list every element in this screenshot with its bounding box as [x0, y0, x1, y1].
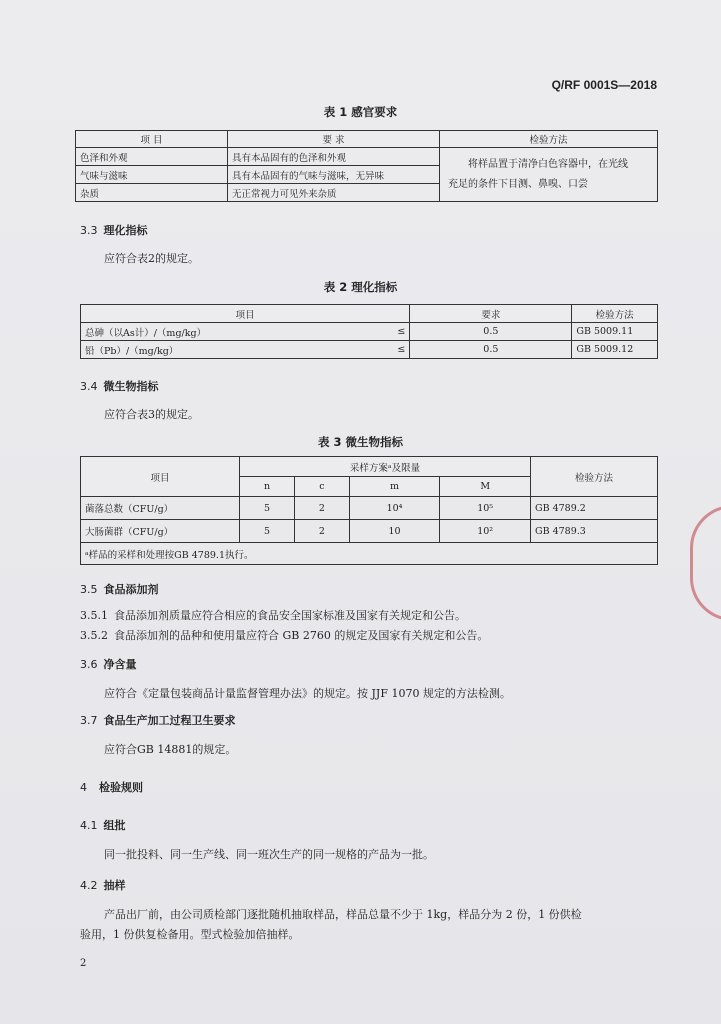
table1 [75, 130, 658, 202]
section-number: 3.6 [80, 658, 98, 671]
item-text: 食品添加剂质量应符合相应的食品安全国家标准及国家有关规定和公告。 [114, 609, 466, 622]
section-title: 净含量 [103, 658, 137, 671]
table2 [80, 304, 658, 359]
table1-header-requirement: 要 求 [228, 131, 440, 148]
table1-caption: 表 1 感官要求 [323, 105, 398, 119]
table3-subheader-n: n [240, 477, 295, 497]
table2-cell: 总砷（以As计）/（mg/kg） [81, 323, 386, 341]
page-number: 2 [80, 958, 87, 969]
table-row [81, 520, 658, 543]
section-number: 3.7 [80, 714, 98, 727]
section-number: 4.2 [80, 879, 98, 892]
section-3-6-text: 应符合《定量包装商品计量监督管理办法》的规定。按 JJF 1070 规定的方法检测。 [104, 687, 511, 700]
section-number: 3.4 [80, 380, 98, 393]
table2-header-method: 检验方法 [572, 305, 658, 323]
section-3-6-heading [80, 656, 137, 672]
section-4-1-heading [80, 817, 126, 833]
table-row [76, 148, 658, 166]
table1-cell: 杂质 [76, 184, 228, 202]
table3-subheader-M: M [440, 477, 531, 497]
table3-subheader-m: m [349, 477, 440, 497]
section-title: 微生物指标 [103, 380, 159, 393]
table3-header-item: 项目 [81, 457, 240, 497]
table3-cell: 菌落总数（CFU/g） [81, 497, 240, 520]
table2-cell: GB 5009.11 [572, 323, 658, 341]
table1-method-line2: 充足的条件下目测、鼻嗅、口尝 [448, 178, 588, 190]
section-3-4-text: 应符合表3的规定。 [104, 408, 199, 421]
item-number: 3.5.2 [80, 629, 108, 642]
table3-cell: 10⁴ [349, 497, 440, 520]
section-3-4-heading [80, 378, 159, 394]
table2-cell: ≤ [385, 323, 410, 341]
item-text: 食品添加剂的品种和使用量应符合 GB 2760 的规定及国家有关规定和公告。 [114, 629, 489, 642]
section-title: 食品生产加工过程卫生要求 [103, 714, 236, 727]
table1-cell: 具有本品固有的色泽和外观 [228, 148, 440, 166]
table1-cell: 色泽和外观 [76, 148, 228, 166]
table1-cell: 气味与滋味 [76, 166, 228, 184]
table3-header-method: 检验方法 [531, 457, 658, 497]
table1-header-method: 检验方法 [440, 131, 658, 148]
table3-cell: 10 [349, 520, 440, 543]
document-number: Q/RF 0001S—2018 [551, 78, 657, 92]
table3-cell: 5 [240, 497, 295, 520]
table2-cell: 铅（Pb）/（mg/kg） [81, 341, 386, 359]
section-3-5-1 [80, 607, 466, 623]
section-4-2-line2: 验用，1 份供复检备用。型式检验加倍抽样。 [80, 928, 300, 941]
section-3-7-text: 应符合GB 14881的规定。 [104, 743, 237, 756]
section-number: 4.1 [80, 819, 98, 832]
table3-cell: 2 [295, 520, 350, 543]
table2-caption: 表 2 理化指标 [323, 280, 398, 294]
table-row [81, 323, 658, 341]
section-number: 3.3 [80, 224, 98, 237]
table-row [81, 543, 658, 565]
table-row [81, 497, 658, 520]
table1-method-line1: 将样品置于清净白色容器中，在光线 [468, 158, 628, 170]
section-title: 食品添加剂 [103, 583, 159, 596]
section-3-5-2 [80, 627, 488, 643]
section-3-3-heading [80, 222, 148, 238]
section-4-2-line1: 产品出厂前，由公司质检部门逐批随机抽取样品，样品总量不少于 1kg，样品分为 2 份，1 份供检 [104, 908, 582, 921]
table3-caption: 表 3 微生物指标 [317, 435, 403, 449]
section-title: 组批 [103, 819, 126, 832]
section-3-7-heading [80, 712, 236, 728]
table2-cell: 0.5 [410, 323, 572, 341]
section-4-1-text: 同一批投料、同一生产线、同一班次生产的同一规格的产品为一批。 [104, 848, 434, 861]
table3-cell: 2 [295, 497, 350, 520]
table3-cell: 5 [240, 520, 295, 543]
table3-header-sampling: 采样方案ᵃ及限量 [240, 457, 531, 477]
table2-header-requirement: 要求 [410, 305, 572, 323]
section-3-3-text: 应符合表2的规定。 [104, 252, 199, 265]
section-title: 抽样 [103, 879, 126, 892]
table1-header-item: 项 目 [76, 131, 228, 148]
table3-cell: 大肠菌群（CFU/g） [81, 520, 240, 543]
red-seal-stamp [690, 505, 721, 621]
table1-method-cell [440, 148, 658, 202]
section-title: 检验规则 [99, 781, 143, 794]
table2-cell: GB 5009.12 [572, 341, 658, 359]
section-number: 4 [80, 781, 87, 794]
table3-footnote: ᵃ样品的采样和处理按GB 4789.1执行。 [81, 543, 658, 565]
section-title: 理化指标 [103, 224, 148, 237]
item-number: 3.5.1 [80, 609, 108, 622]
section-4-heading [80, 779, 143, 795]
table3-cell: 10² [440, 520, 531, 543]
table3-cell: GB 4789.2 [531, 497, 658, 520]
table3-cell: GB 4789.3 [531, 520, 658, 543]
table2-cell: 0.5 [410, 341, 572, 359]
table-row [81, 341, 658, 359]
table3-cell: 10⁵ [440, 497, 531, 520]
table1-cell: 无正常视力可见外来杂质 [228, 184, 440, 202]
section-3-5-heading [80, 581, 159, 597]
table2-header-item: 项目 [81, 305, 410, 323]
table1-cell: 具有本品固有的气味与滋味，无异味 [228, 166, 440, 184]
section-4-2-heading [80, 877, 126, 893]
section-number: 3.5 [80, 583, 98, 596]
table3 [80, 456, 658, 565]
table2-cell: ≤ [385, 341, 410, 359]
table3-subheader-c: c [295, 477, 350, 497]
